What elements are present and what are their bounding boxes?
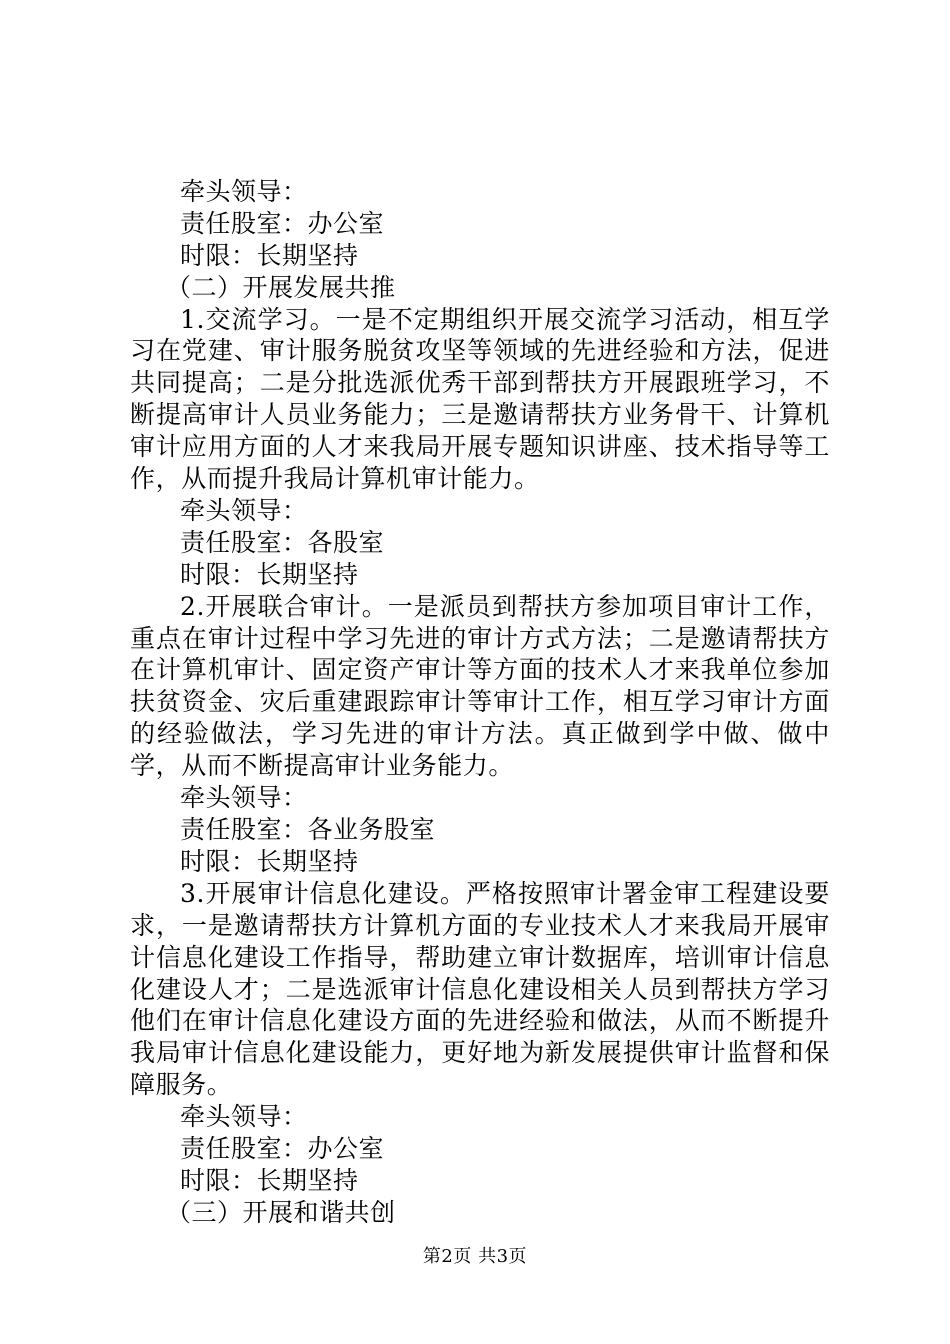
time-limit: 时限：长期坚持 [180, 1165, 359, 1195]
section-heading: （三）开展和谐共创 [166, 1197, 396, 1227]
paragraph-exchange-learning: 1.交流学习。一是不定期组织开展交流学习活动，相互学习在党建、审计服务脱贫攻坚等领域的先进经验和方法，促进共同提高；二是分批选派优秀干部到帮扶方开展跟班学习，不断提高审计人员业务能力；三是邀请帮扶方业务骨干、计算机审计应用方面的人才来我局开展专题知识讲座、技术指导等工作，从而提升我局计算机审计能力。 [130, 304, 830, 494]
responsible-office: 责任股室：各股室 [180, 527, 385, 557]
time-limit: 时限：长期坚持 [180, 240, 359, 270]
lead-leader-label: 牵头领导： [180, 496, 308, 525]
section-heading: （二）开展发展共推 [166, 272, 396, 302]
lead-leader-label: 牵头领导： [180, 177, 308, 206]
page-number-footer: 第2页 共3页 [422, 1246, 528, 1267]
responsible-office: 责任股室：各业务股室 [180, 815, 436, 844]
responsible-office: 责任股室：办公室 [180, 208, 385, 238]
responsible-office: 责任股室：办公室 [180, 1134, 385, 1164]
paragraph-informatization: 3.开展审计信息化建设。严格按照审计署金审工程建设要求，一是邀请帮扶方计算机方面的专业技术人才来我局开展审计信息化建设工作指导，帮助建立审计数据库，培训审计信息化建设人才；二是选派审计信息化建设相关人员到帮扶方学习他们在审计信息化建设方面的先进经验和做法，从而不断提升我局审计信息化建设能力，更好地为新发展提供审计监督和保障服务。 [130, 878, 830, 1100]
time-limit: 时限：长期坚持 [180, 559, 359, 589]
document-body [130, 176, 830, 1229]
lead-leader-label: 牵头领导： [180, 783, 308, 813]
paragraph-joint-audit: 2.开展联合审计。一是派员到帮扶方参加项目审计工作，重点在审计过程中学习先进的审计方式方法；二是邀请帮扶方在计算机审计、固定资产审计等方面的技术人才来我单位参加扶贫资金、灾后重建跟踪审计等审计工作，相互学习审计方面的经验做法，学习先进的审计方法。真正做到学中做、做中学，从而不断提高审计业务能力。 [130, 591, 830, 781]
lead-leader-label: 牵头领导： [180, 1102, 308, 1132]
time-limit: 时限：长期坚持 [180, 846, 359, 876]
